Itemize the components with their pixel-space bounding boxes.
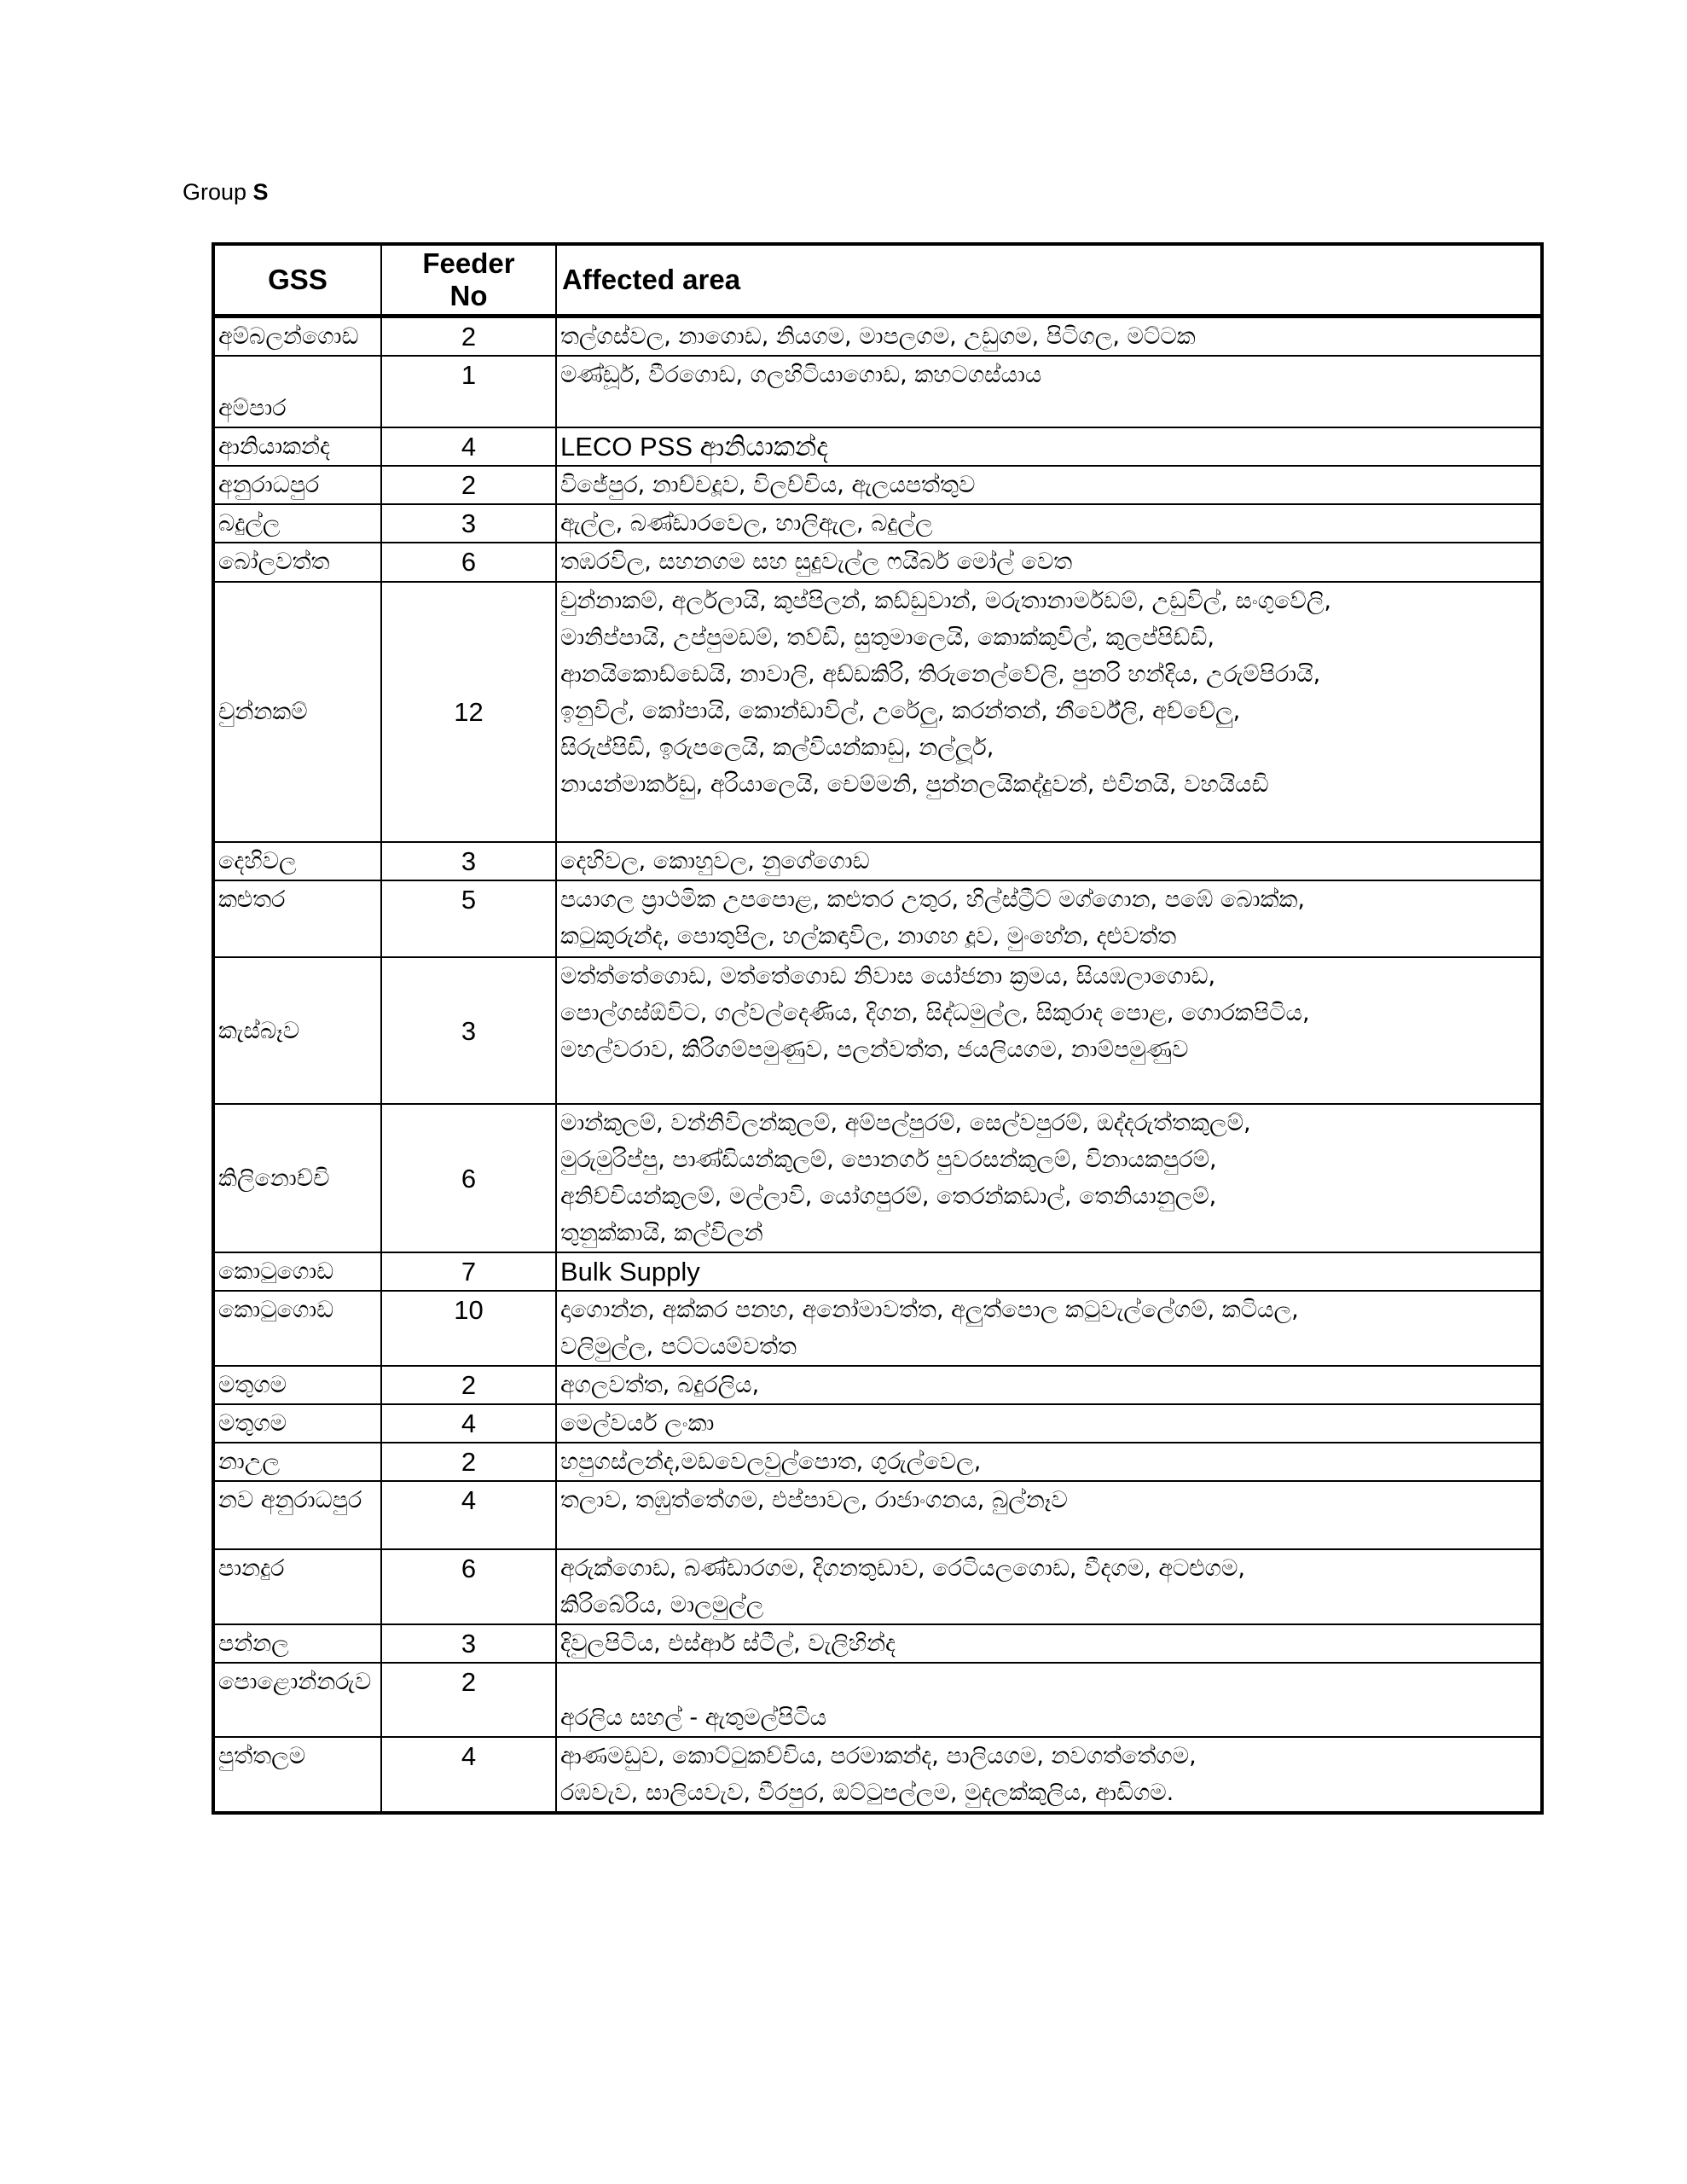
cell-feeder-no: 4: [381, 1404, 556, 1443]
cell-feeder-no: 6: [381, 1549, 556, 1624]
area-line: පොල්ගස්ඕවිට, ගල්වල්දෙණිය, දිගන, සිද්ධමුල්ල, සිකුරාද පොළ, ගොරකපිටිය,: [560, 1000, 1310, 1026]
area-line: මානිප්පායි, උප්පුමඩම්, තව්ඩි, සුතුමාලෙයි, කොක්කුවිල්, කුලප්පිඩ්ඩි,: [560, 624, 1215, 651]
table-row: [213, 1737, 1542, 1813]
table-row: [213, 317, 1542, 357]
area-line: නායන්මාර්කඩු, අරියාලෙයි, චෙම්මනි, පුන්නලයිකද්දුවන්, එවිනයි, වහයියඩි: [560, 771, 1269, 798]
cell-affected-area: [556, 1737, 1542, 1813]
table-row: [213, 1663, 1542, 1737]
area-line: කිරිබේරිය, මාලමුල්ල: [560, 1592, 764, 1618]
cell-affected-area: [556, 1443, 1542, 1481]
cell-feeder-no: 3: [381, 957, 556, 1104]
area-line: දාගොන්න, අක්කර පනහ, අනෝමාවත්ත, අලුත්පොල කටුවැල්ලේගම්, කටියල,: [560, 1297, 1299, 1323]
cell-gss: නාඋල: [213, 1443, 381, 1481]
table-header-row: [213, 244, 1542, 317]
cell-gss: අම්බලන්ගොඩ: [213, 317, 381, 357]
cell-affected-area: [556, 582, 1542, 842]
cell-feeder-no: 3: [381, 504, 556, 543]
area-line: මාන්කුලම්, වන්නිවිලන්කුලම්, අම්පල්පුරම්, සෙල්වපුරම්, ඔද්දරුත්තකුලම්,: [560, 1110, 1251, 1136]
table-row: [213, 1291, 1542, 1366]
cell-gss: චුන්නකම්: [213, 582, 381, 842]
header-feeder-line2: No: [449, 280, 488, 311]
cell-affected-area: [556, 1663, 1542, 1737]
cell-gss: කොටුගොඩ: [213, 1291, 381, 1366]
cell-feeder-no: 7: [381, 1252, 556, 1291]
cell-feeder-no: 3: [381, 1624, 556, 1663]
cell-gss: පොළොන්නරුව: [213, 1663, 381, 1737]
cell-feeder-no: 2: [381, 1663, 556, 1737]
cell-gss: කළුතර: [213, 880, 381, 957]
area-line: ආණමඩුව, කොට්ටුකච්චිය, පරමාකන්ද, පාලියගම, නවගත්තේගම,: [560, 1743, 1197, 1769]
cell-feeder-no: 6: [381, 543, 556, 582]
table-row: [213, 356, 1542, 427]
table-row: [213, 957, 1542, 1104]
area-line: දිවුලපිටිය, එස්ආර් ස්ටීල්, වැලිහින්ද: [560, 1630, 896, 1657]
table-row: [213, 1404, 1542, 1443]
cell-gss: පන්නල: [213, 1624, 381, 1663]
cell-feeder-no: 2: [381, 466, 556, 504]
cell-affected-area: [556, 543, 1542, 582]
cell-feeder-no: 10: [381, 1291, 556, 1366]
cell-affected-area: [556, 1624, 1542, 1663]
cell-feeder-no: 12: [381, 582, 556, 842]
cell-affected-area: [556, 957, 1542, 1104]
cell-feeder-no: 6: [381, 1104, 556, 1252]
cell-gss: කිලිනොච්චි: [213, 1104, 381, 1252]
area-line: රඹවැව, සාලියවැව, වීරපුර, ඔට්ටුපල්ලම, මුදලක්කුලිය, ආඩිගම.: [560, 1780, 1174, 1806]
title-prefix: Group: [183, 179, 253, 205]
feeder-table: [212, 242, 1544, 1815]
area-line: දෙහිවල, කොහුවල, නුගේගොඩ: [560, 848, 870, 874]
cell-affected-area: [556, 842, 1542, 880]
area-line: ඉනුවිල්, කෝපායි, කොන්ඩාවිල්, උරේලු, කරන්තන්, නීර්වේලි, අච්චේලු,: [560, 698, 1241, 724]
cell-gss: කැස්බෑව: [213, 957, 381, 1104]
area-line: චුන්නාකම්, අර්ලලායි, කුප්පිලන්, කඩ්ඩුවාන්, මරුතානාර්මඩම්, උඩුවිල්, සංගුවේලි,: [560, 588, 1331, 614]
table-row: [213, 880, 1542, 957]
cell-affected-area: [556, 1366, 1542, 1404]
table-row: [213, 504, 1542, 543]
table-row: [213, 1624, 1542, 1663]
header-affected-area: Affected area: [556, 244, 1542, 317]
cell-affected-area: [556, 1481, 1542, 1549]
cell-gss: පානදුර: [213, 1549, 381, 1624]
table-row: [213, 427, 1542, 466]
cell-feeder-no: 4: [381, 1737, 556, 1813]
table-body: [213, 317, 1542, 1814]
cell-gss: අනුරාධපුර: [213, 466, 381, 504]
cell-affected-area: [556, 504, 1542, 543]
area-line: මුරුමුරිප්පු, පාණ්ඩියන්කුලම්, පොනගර් පුවරසන්කුලම්, විනායකපුරම්,: [560, 1147, 1217, 1173]
area-line: මණ්ඩූර්, වීරගොඩ, ගලහිටියාගොඩ, කහටගස්යාය: [560, 362, 1042, 388]
table-row: [213, 1104, 1542, 1252]
cell-feeder-no: 1: [381, 356, 556, 427]
area-line: LECO PSS ආනියාකන්ද: [560, 432, 829, 462]
cell-affected-area: [556, 356, 1542, 427]
area-line: තලාව, තඹුත්තේගම, එප්පාවල, රාජාංගනය, බුල්නෑව: [560, 1487, 1068, 1513]
cell-affected-area: [556, 1252, 1542, 1291]
cell-feeder-no: 2: [381, 1443, 556, 1481]
area-line: මත්ත්තේගොඩ, මත්තේගොඩ නිවාස යෝජනා ක්‍රමය, සියඹලාගොඩ,: [560, 963, 1216, 990]
table-row: [213, 1252, 1542, 1291]
cell-feeder-no: 2: [381, 1366, 556, 1404]
cell-affected-area: [556, 1104, 1542, 1252]
table-row: [213, 582, 1542, 842]
header-feeder-line1: Feeder: [422, 247, 515, 279]
area-line: ආනයිකොඩ්ඩෙයි, නාවාලි, අඩ්ඩකිරි, තිරුනෙල්වේලි, පුනරි හන්දිය, උරුම්පිරායි,: [560, 661, 1321, 688]
cell-gss: පුත්තලම: [213, 1737, 381, 1813]
table-row: [213, 1366, 1542, 1404]
area-line: මෙල්වයර් ලංකා: [560, 1410, 715, 1437]
cell-gss: බෝලවත්ත: [213, 543, 381, 582]
cell-affected-area: [556, 880, 1542, 957]
cell-affected-area: [556, 466, 1542, 504]
area-line: අරලිය සහල් - ඇතුමල්පිටිය: [560, 1705, 827, 1731]
area-line: මහල්වරාව, කිරිගම්පමුණුව, පලන්වත්ත, ජයලියගම, නාම්පමුණුව: [560, 1037, 1189, 1063]
table-row: [213, 1549, 1542, 1624]
header-gss: GSS: [213, 244, 381, 317]
header-feeder-no: [381, 244, 556, 317]
area-line: වලිමුල්ල, පට්ටයම්වත්ත: [560, 1333, 797, 1360]
cell-feeder-no: 4: [381, 1481, 556, 1549]
area-line: අගලවත්ත, බදුරලිය,: [560, 1372, 760, 1398]
cell-feeder-no: 5: [381, 880, 556, 957]
table-row: [213, 1481, 1542, 1549]
cell-gss: නව අනුරාධපුර: [213, 1481, 381, 1549]
cell-affected-area: [556, 1404, 1542, 1443]
cell-feeder-no: 2: [381, 317, 556, 357]
cell-gss: ආනියාකන්ද: [213, 427, 381, 466]
table-row: [213, 842, 1542, 880]
table-row: [213, 543, 1542, 582]
cell-affected-area: [556, 317, 1542, 357]
area-line: අනිච්චියන්කුලම්, මල්ලාවි, යෝගපුරම්, තෙරන්කඩාල්, තෙනියානුලම්,: [560, 1183, 1217, 1210]
cell-gss: බදුල්ල: [213, 504, 381, 543]
cell-gss: කොටුගොඩ: [213, 1252, 381, 1291]
area-line: තඹරවිල, සහනගම සහ සුදුවැල්ල ෆයිබර් මෝල් වෙත: [560, 549, 1073, 575]
cell-gss: අම්පාර: [213, 356, 381, 427]
area-line: අරුක්ගොඩ, බණ්ඩාරගම, දිගනතුඩාව, රෙටියලගොඩ, වීදගම, අටළුගම,: [560, 1555, 1245, 1582]
area-line: විජේපුර, නාච්චදූව, විලච්චිය, ඇලයපත්තුව: [560, 472, 976, 498]
area-line: හපුගස්ලන්ද,මඩවෙලවුල්පොත, ගුරුල්වෙල,: [560, 1449, 982, 1475]
cell-gss: මතුගම: [213, 1366, 381, 1404]
area-line: පයාගල ප්‍රාථමික උපපොළ, කළුතර උතුර, හිල්ස්ට්‍රීට් මග්ගොන, පඹේ බොක්ක,: [560, 886, 1305, 913]
table-row: [213, 466, 1542, 504]
cell-affected-area: [556, 1291, 1542, 1366]
cell-affected-area: [556, 1549, 1542, 1624]
title-group: S: [252, 179, 269, 205]
document-title: [183, 179, 269, 206]
cell-gss: මතුගම: [213, 1404, 381, 1443]
area-line: තුනුක්කායි, කල්විලන්: [560, 1220, 763, 1246]
cell-feeder-no: 4: [381, 427, 556, 466]
area-line: ඇල්ල, බණ්ඩාරවෙල, හාලිඇල, බදුල්ල: [560, 510, 933, 537]
cell-feeder-no: 3: [381, 842, 556, 880]
area-line: සිරුප්පිඩි, ඉරුපලෙයි, කල්වියන්කාඩු, නල්ලූර්,: [560, 735, 994, 761]
table-row: [213, 1443, 1542, 1481]
cell-affected-area: [556, 427, 1542, 466]
area-line: කටුකුරුන්ද, පොතුපිල, හල්කඳාවිල, නාගහ දූව, මුංහේන, දළුවත්ත: [560, 923, 1177, 950]
area-line: තල්ගස්වල, නාගොඩ, නියගම, මාපලගම, උඩුගම, පිටිගල, මට්ටක: [560, 323, 1196, 350]
cell-gss: දෙහිවල: [213, 842, 381, 880]
area-line: Bulk Supply: [560, 1257, 700, 1287]
